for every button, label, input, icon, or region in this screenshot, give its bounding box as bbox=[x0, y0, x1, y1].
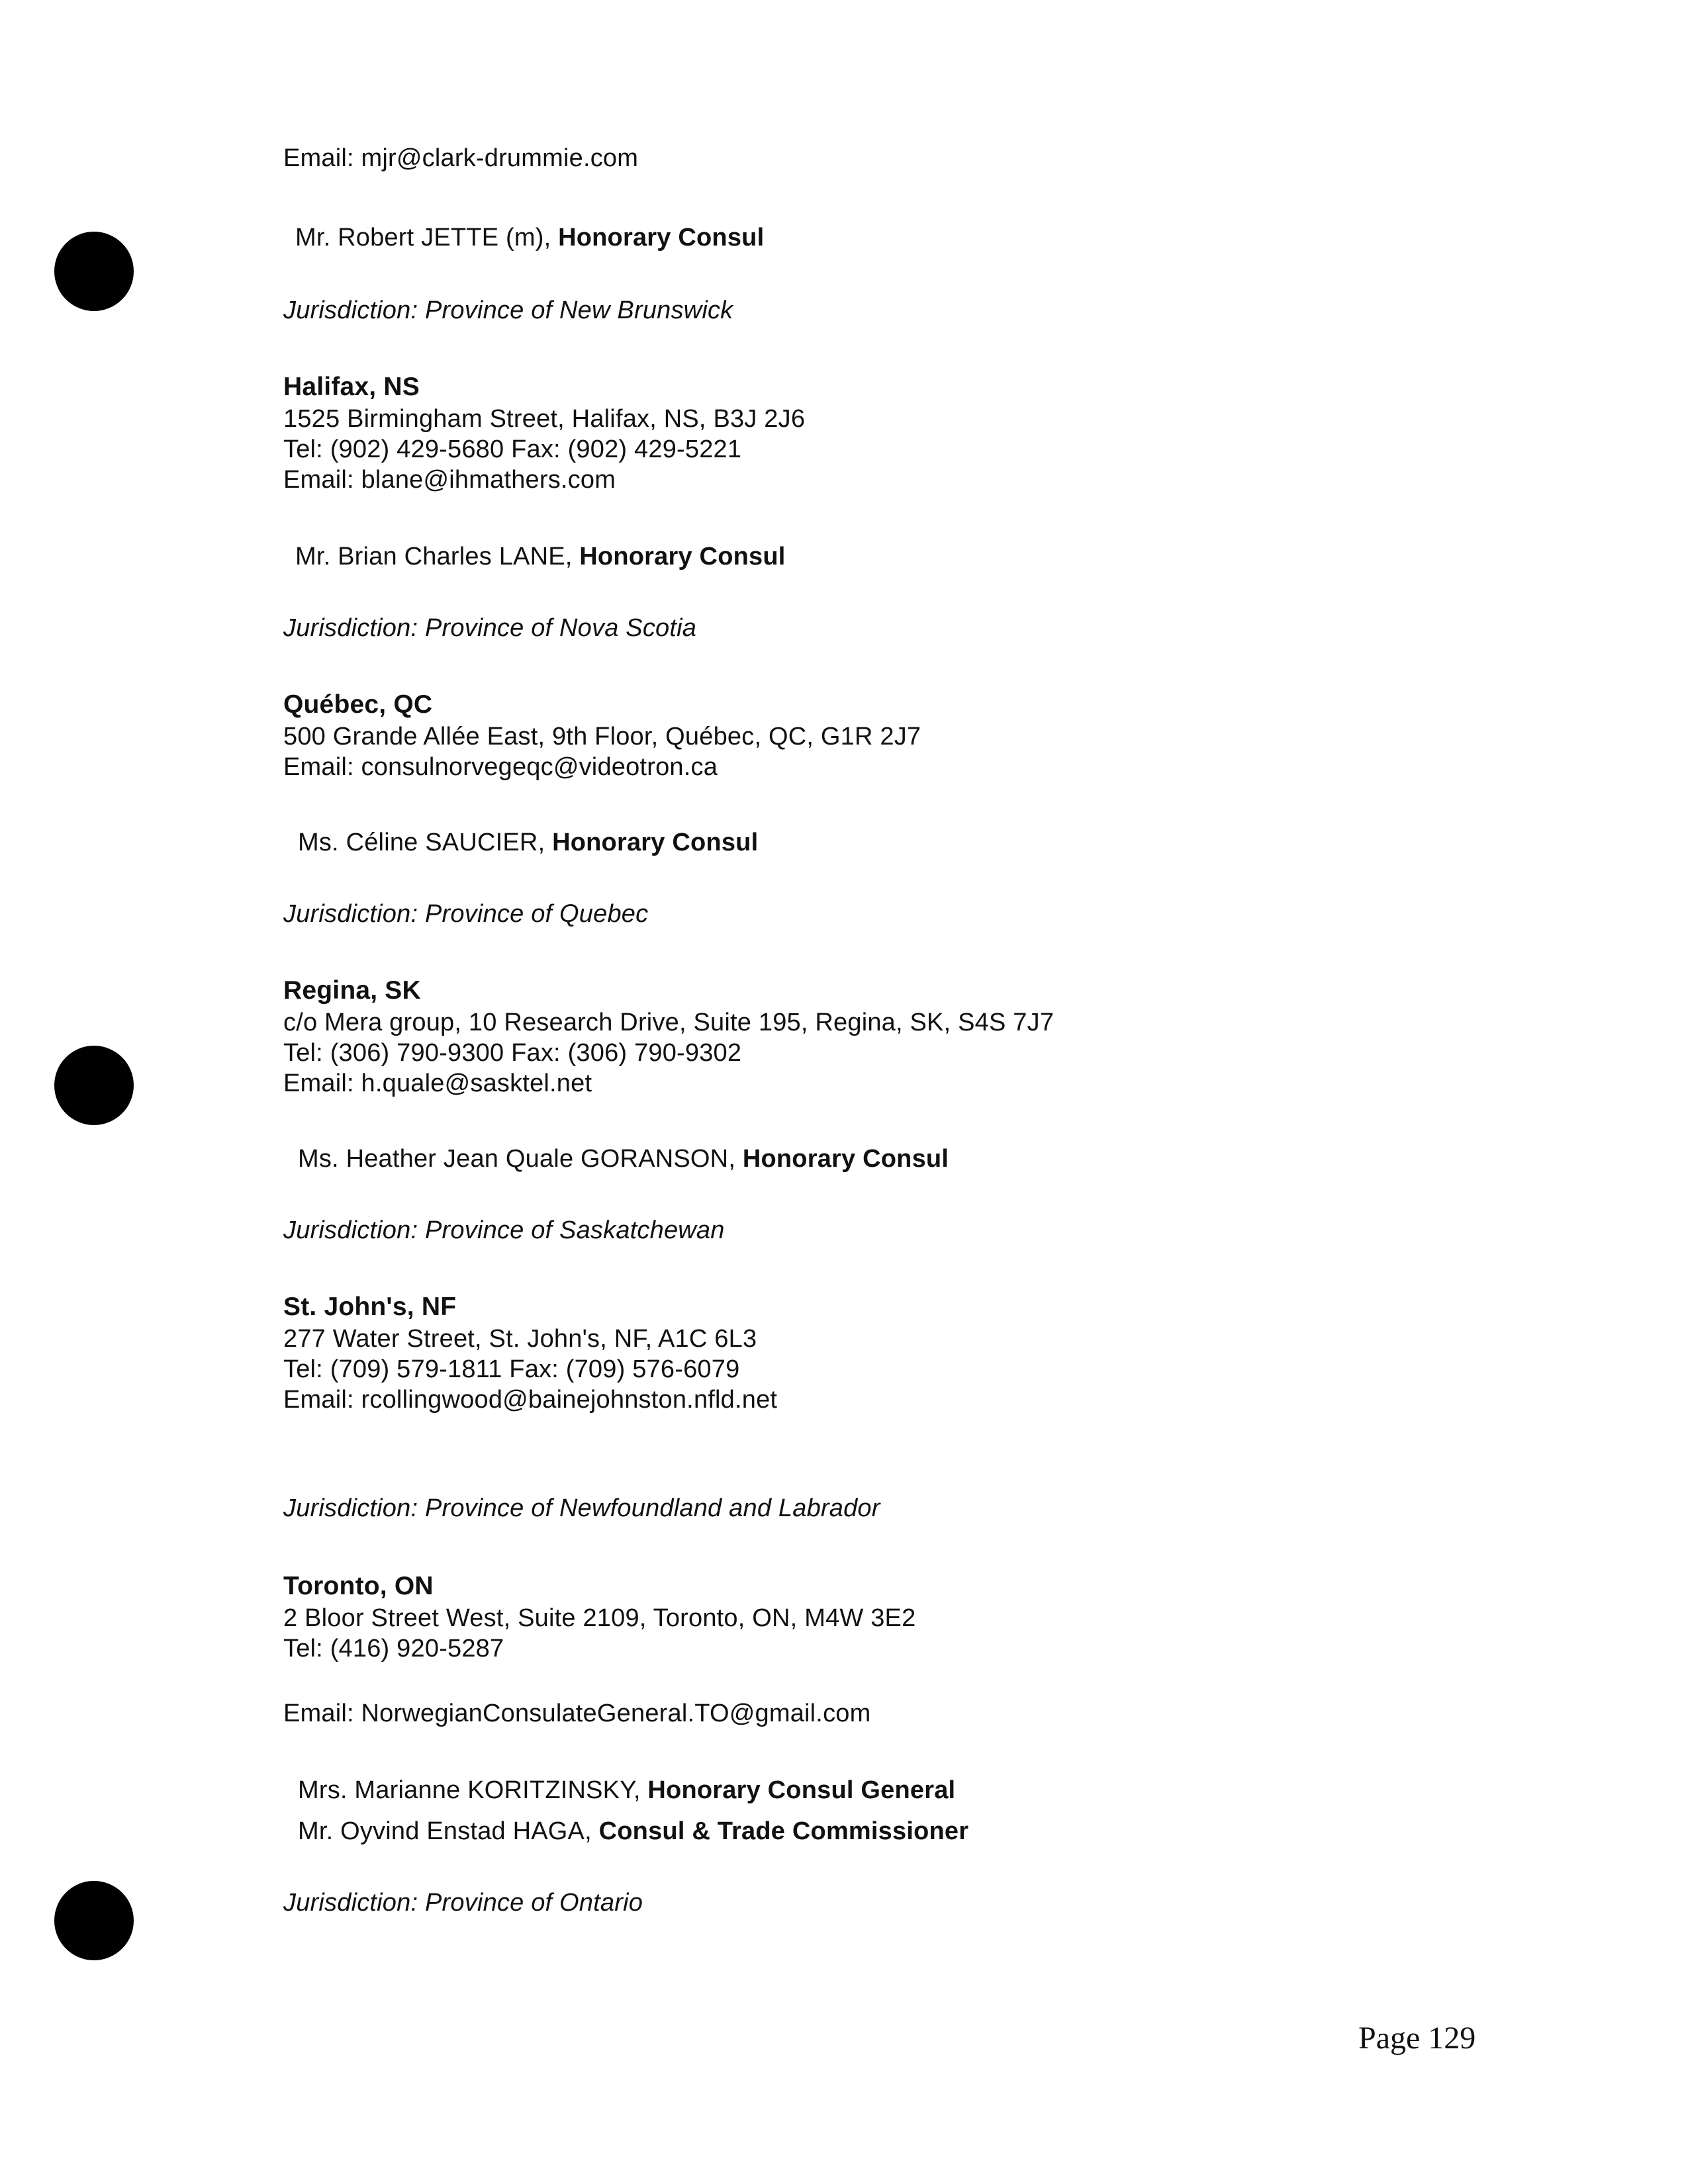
consul-title: Honorary Consul bbox=[558, 224, 765, 251]
location-heading: Québec, QC bbox=[283, 690, 433, 719]
address-line: c/o Mera group, 10 Research Drive, Suite 195, Regina, SK, S4S 7J7 bbox=[283, 1009, 1055, 1036]
jurisdiction-line: Jurisdiction: Province of Newfoundland and Labrador bbox=[283, 1494, 880, 1522]
jurisdiction-line: Jurisdiction: Province of Saskatchewan bbox=[283, 1216, 725, 1244]
email-line: Email: consulnorvegeqc@videotron.ca bbox=[283, 753, 718, 781]
email-line: Email: blane@ihmathers.com bbox=[283, 466, 616, 494]
email-line: Email: h.quale@sasktel.net bbox=[283, 1069, 592, 1097]
consul-name: Mr. Brian Charles LANE, bbox=[295, 543, 580, 570]
jurisdiction-line: Jurisdiction: Province of Nova Scotia bbox=[283, 614, 697, 642]
binder-hole-bottom bbox=[54, 1881, 134, 1960]
consul-title: Honorary Consul bbox=[742, 1145, 949, 1173]
consul-title: Honorary Consul bbox=[552, 829, 759, 856]
consul-title: Honorary Consul General bbox=[647, 1776, 956, 1804]
consul-name: Mr. Oyvind Enstad HAGA, bbox=[298, 1817, 599, 1845]
location-heading: Halifax, NS bbox=[283, 373, 420, 401]
jurisdiction-line: Jurisdiction: Province of Ontario bbox=[283, 1889, 643, 1917]
address-line: 277 Water Street, St. John's, NF, A1C 6L3 bbox=[283, 1325, 757, 1353]
jurisdiction-line: Jurisdiction: Province of New Brunswick bbox=[283, 296, 733, 324]
phone-line: Tel: (902) 429-5680 Fax: (902) 429-5221 bbox=[283, 435, 742, 463]
consul-title: Consul & Trade Commissioner bbox=[598, 1817, 969, 1845]
consul-line bbox=[298, 1144, 949, 1174]
consul-line bbox=[295, 541, 786, 572]
consul-line bbox=[298, 827, 758, 858]
address-line: 1525 Birmingham Street, Halifax, NS, B3J 2J6 bbox=[283, 405, 806, 433]
consul-name: Ms. Céline SAUCIER, bbox=[298, 829, 553, 856]
consul-name: Mrs. Marianne KORITZINSKY, bbox=[298, 1776, 648, 1804]
consul-line bbox=[295, 222, 764, 253]
page-number: Page 129 bbox=[1358, 2021, 1476, 2056]
location-heading: Regina, SK bbox=[283, 976, 421, 1005]
location-heading: Toronto, ON bbox=[283, 1572, 434, 1600]
address-line: 2 Bloor Street West, Suite 2109, Toronto, ON, M4W 3E2 bbox=[283, 1604, 916, 1632]
jurisdiction-line: Jurisdiction: Province of Quebec bbox=[283, 900, 649, 928]
consul-name: Mr. Robert JETTE (m), bbox=[295, 224, 559, 251]
email-line: Email: rcollingwood@bainejohnston.nfld.net bbox=[283, 1386, 778, 1414]
consul-title: Honorary Consul bbox=[579, 543, 786, 570]
consul-line bbox=[298, 1816, 968, 1846]
location-heading: St. John's, NF bbox=[283, 1293, 457, 1321]
email-line: Email: mjr@clark-drummie.com bbox=[283, 144, 639, 172]
consul-line bbox=[298, 1775, 955, 1805]
consul-name: Ms. Heather Jean Quale GORANSON, bbox=[298, 1145, 743, 1173]
binder-hole-middle bbox=[54, 1046, 134, 1125]
phone-line: Tel: (709) 579-1811 Fax: (709) 576-6079 bbox=[283, 1355, 740, 1383]
phone-line: Tel: (416) 920-5287 bbox=[283, 1635, 504, 1662]
binder-hole-top bbox=[54, 232, 134, 311]
phone-line: Tel: (306) 790-9300 Fax: (306) 790-9302 bbox=[283, 1039, 742, 1067]
email-line: Email: NorwegianConsulateGeneral.TO@gmail.com bbox=[283, 1700, 871, 1727]
address-line: 500 Grande Allée East, 9th Floor, Québec, QC, G1R 2J7 bbox=[283, 723, 921, 751]
